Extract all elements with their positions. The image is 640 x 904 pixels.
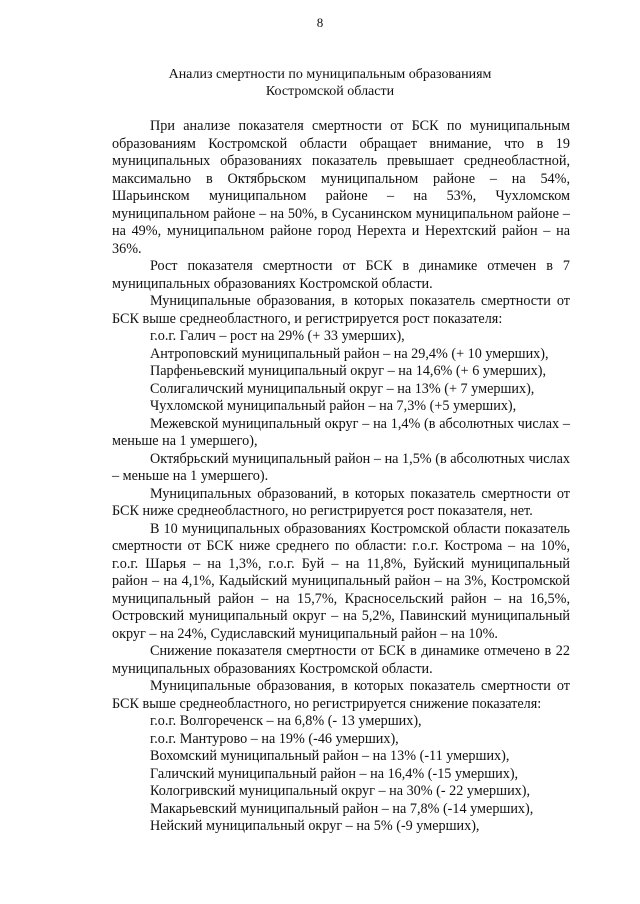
paragraph-decline-header: Муниципальные образования, в которых показатель смертности от БСК выше среднеобластного, но регистрируется снижение показателя: — [112, 678, 570, 712]
paragraph-growth-count: Рост показателя смертности от БСК в динамике отмечен в 7 муниципальных образованиях Костромской области. — [112, 258, 570, 292]
growth-list-item: Межевской муниципальный округ – на 1,4% (в абсолютных числах – меньше на 1 умершего), — [112, 415, 570, 449]
paragraph-decline-count: Снижение показателя смертности от БСК в динамике отмечено в 22 муниципальных образованиях Костромской области. — [112, 643, 570, 677]
growth-list-item: Парфеньевский муниципальный округ – на 14,6% (+ 6 умерших), — [150, 363, 546, 379]
growth-list-item: Чухломской муниципальный район – на 7,3% (+5 умерших), — [150, 398, 517, 414]
document-body — [112, 118, 570, 836]
page-number: 8 — [316, 15, 324, 30]
decline-list-item: г.о.г. Мантурово – на 19% (-46 умерших), — [150, 730, 399, 747]
decline-list-item: Нейский муниципальный округ – на 5% (-9 умерших), — [150, 818, 480, 834]
growth-list-item: Солигаличский муниципальный округ – на 13% (+ 7 умерших), — [150, 380, 535, 397]
title-line-2: Костромской области — [265, 84, 395, 99]
decline-list-item: Галичский муниципальный район – на 16,4% (-15 умерших), — [150, 765, 519, 782]
growth-list-item: Октябрьский муниципальный район – на 1,5% (в абсолютных числах – меньше на 1 умершего). — [112, 450, 570, 484]
decline-list-item: Макарьевский муниципальный район – на 7,8% (-14 умерших), — [150, 800, 534, 817]
title-line-1: Анализ смертности по муниципальным образованиям — [168, 67, 492, 82]
decline-list-item: Вохомский муниципальный район – на 13% (-11 умерших), — [150, 748, 510, 764]
growth-list-item: г.о.г. Галич – рост на 29% (+ 33 умерших), — [150, 328, 405, 344]
paragraph-below-growth: Муниципальных образований, в которых показатель смертности от БСК ниже среднеобластного, но регистрируется рост показателя, нет. — [112, 485, 570, 519]
decline-list-item: Кологривский муниципальный округ – на 30% (- 22 умерших), — [150, 783, 531, 799]
document-title — [110, 66, 550, 100]
growth-list-item: Антроповский муниципальный район – на 29,4% (+ 10 умерших), — [150, 345, 549, 362]
paragraph-intro: При анализе показателя смертности от БСК по муниципальным образованиям Костромской области обращает внимание, что в 19 муниципальных образованиях показатель превышает среднеобластной, максимально в Октябрьском муниципальном районе – на 54%, Шарьинском муниципальном районе – на 53%, Чухломском муниципальном районе – на 50%, в Сусанинском муниципальном районе – на 49%, муниципальном районе город Нерехта и Нерехтский район – на 36%. — [112, 118, 570, 257]
paragraph-growth-header: Муниципальные образования, в которых показатель смертности от БСК выше среднеобластного, и регистрируется рост показателя: — [112, 293, 570, 327]
paragraph-below-average: В 10 муниципальных образованиях Костромской области показатель смертности от БСК ниже среднего по области: г.о.г. Кострома – на 10%, г.о.г. Шарья – на 1,3%, г.о.г. Буй – на 11,8%, Буйский муниципальный район – на 4,1%, Кадыйский муниципальный район – на 3%, Костромской муниципальный район – на 15,7%, Красносельский район – на 16,5%, Островский муниципальный округ – на 5,2%, Павинский муниципальный округ – на 24%, Судиславский муниципальный район – на 10%. — [112, 520, 570, 642]
decline-list-item: г.о.г. Волгореченск – на 6,8% (- 13 умерших), — [150, 713, 422, 729]
